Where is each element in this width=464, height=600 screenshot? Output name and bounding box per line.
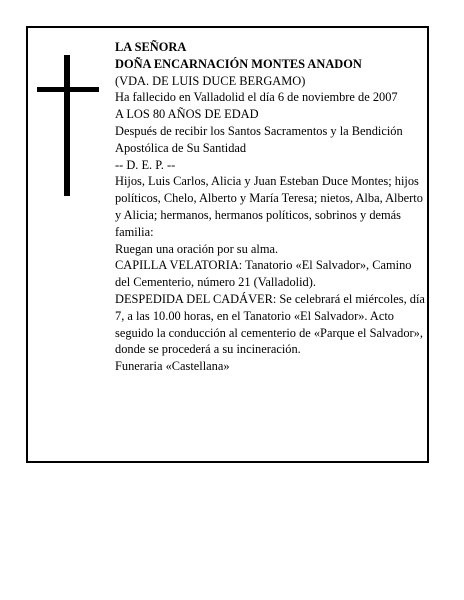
family-list: Hijos, Luis Carlos, Alicia y Juan Esteban Duce Montes; hijos políticos, Chelo, Alberto y María Teresa; nietos, Alba, Alberto y Alicia; hermanos, hermanos políticos, sobrinos y demás familia: bbox=[115, 174, 423, 239]
farewell-info: DESPEDIDA DEL CADÁVER: Se celebrará el miércoles, día 7, a las 10.00 horas, en el Tanatorio «El Salvador». Acto seguido la conducción al cementerio de «Parque el Salvador», donde se procederá a su incineración. bbox=[115, 291, 425, 357]
age-line: A LOS 80 AÑOS DE EDAD bbox=[115, 107, 259, 122]
cross-vertical-bar bbox=[64, 55, 70, 196]
cross-horizontal-bar bbox=[37, 87, 99, 92]
rip-line: -- D. E. P. -- bbox=[115, 157, 176, 172]
widow-of-line: (VDA. DE LUIS DUCE BERGAMO) bbox=[115, 73, 306, 88]
obituary-text bbox=[115, 39, 425, 375]
death-info: Ha fallecido en Valladolid el día 6 de noviembre de 2007 bbox=[115, 90, 398, 105]
funeral-home: Funeraria «Castellana» bbox=[115, 359, 230, 374]
heading-la-senora: LA SEÑORA bbox=[115, 40, 187, 54]
chapel-info: CAPILLA VELATORIA: Tanatorio «El Salvador», Camino del Cementerio, número 21 (Valladolid). bbox=[115, 258, 412, 290]
latin-cross-icon bbox=[37, 55, 99, 196]
sacraments-line: Después de recibir los Santos Sacramentos y la Bendición Apostólica de Su Santidad bbox=[115, 123, 403, 155]
prayer-request: Ruegan una oración por su alma. bbox=[115, 241, 279, 256]
deceased-name: DOÑA ENCARNACIÓN MONTES ANADON bbox=[115, 56, 362, 71]
